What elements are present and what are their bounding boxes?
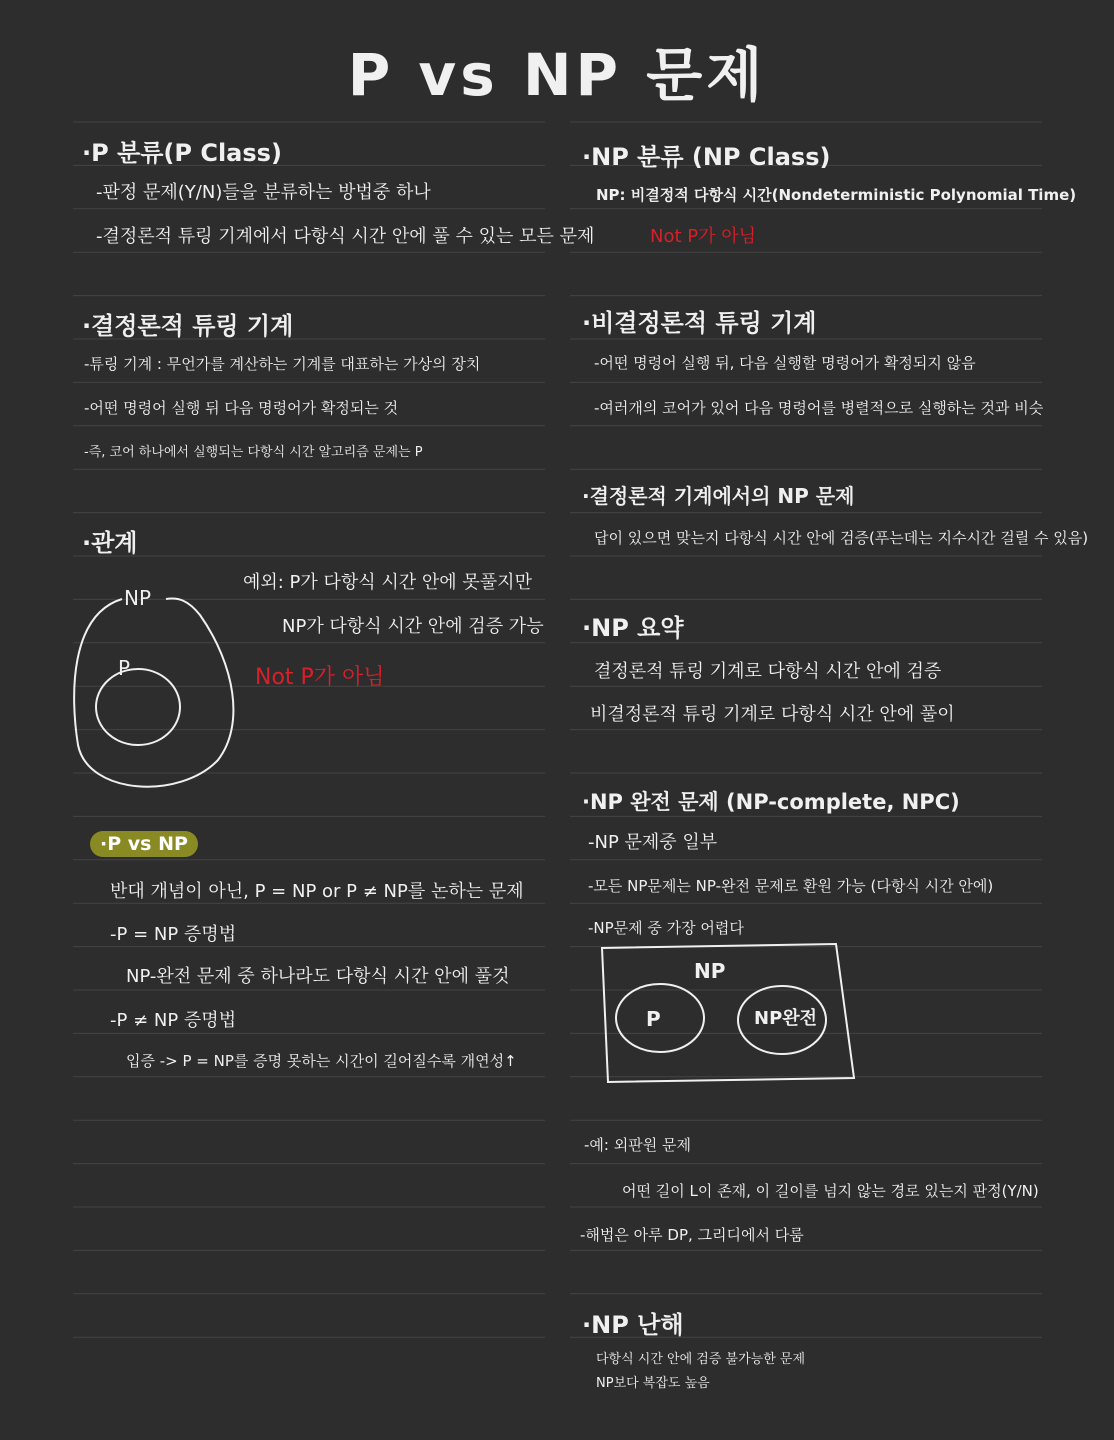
np-definition: NP: 비결정적 다항식 시간(Nondeterministic Polynomial Time): [596, 186, 1077, 204]
ntm-line: -여러개의 코어가 있어 다음 명령어를 병렬적으로 실행하는 것과 비슷: [594, 399, 1044, 417]
np-hard-heading: ·NP 난해: [582, 1311, 684, 1339]
np-summary-heading: ·NP 요약: [582, 614, 684, 642]
pvsnp-heading: [90, 833, 198, 855]
diagram-np-label: NP: [124, 586, 152, 610]
p-class-line: -판정 문제(Y/N)들을 분류하는 방법중 하나: [96, 182, 431, 203]
p-class-line: -결정론적 튜링 기계에서 다항식 시간 안에 풀 수 있는 모든 문제: [96, 226, 595, 247]
dtm-heading: ·결정론적 튜링 기계: [82, 312, 294, 340]
dtm-line: -즉, 코어 하나에서 실행되는 다항식 시간 알고리즘 문제는 P: [84, 445, 423, 460]
np-class-heading: ·NP 분류 (NP Class): [582, 143, 831, 171]
npc-diagram-p-label: P: [646, 1007, 661, 1031]
npc-line: -NP문제 중 가장 어렵다: [588, 919, 744, 937]
np-hard-line: 다항식 시간 안에 검증 불가능한 문제: [596, 1352, 806, 1367]
np-in-dtm-line: 답이 있으면 맞는지 다항식 시간 안에 검증(푸는데는 지수시간 걸릴 수 있음): [594, 529, 1089, 547]
npc-example-line: 어떤 길이 L이 존재, 이 길이를 넘지 않는 경로 있는지 판정(Y/N): [622, 1182, 1039, 1200]
np-hard-line: NP보다 복잡도 높음: [596, 1376, 710, 1391]
dtm-line: -튜링 기계 : 무언가를 계산하는 기계를 대표하는 가상의 장치: [84, 355, 481, 373]
np-class-note: Not P가 아님: [650, 226, 756, 247]
pvsnp-line: -P ≠ NP 증명법: [110, 1010, 237, 1031]
np-in-dtm-heading: ·결정론적 기계에서의 NP 문제: [582, 484, 855, 508]
ntm-line: -어떤 명령어 실행 뒤, 다음 실행할 명령어가 확정되지 않음: [594, 354, 976, 372]
pvsnp-line: -P = NP 증명법: [110, 924, 237, 945]
np-p-venn-diagram: [70, 575, 240, 805]
npc-diagram-npc-label: NP완전: [754, 1008, 818, 1029]
pvsnp-line: NP-완전 문제 중 하나라도 다항식 시간 안에 풀것: [126, 966, 510, 987]
npc-example-heading: -예: 외판원 문제: [584, 1136, 691, 1154]
npc-heading: ·NP 완전 문제 (NP-complete, NPC): [582, 790, 960, 814]
relation-heading: ·관계: [82, 529, 138, 557]
dtm-line: -어떤 명령어 실행 뒤 다음 명령어가 확정되는 것: [84, 399, 399, 417]
np-summary-line: 비결정론적 튜링 기계로 다항식 시간 안에 풀이: [590, 704, 955, 725]
np-summary-line: 결정론적 튜링 기계로 다항식 시간 안에 검증: [594, 661, 942, 682]
npc-diagram: [598, 940, 862, 1088]
ntm-heading: ·비결정론적 튜링 기계: [582, 309, 817, 337]
pvsnp-highlight: ·P vs NP: [90, 831, 198, 857]
p-class-heading: ·P 분류(P Class): [82, 139, 282, 167]
pvsnp-line: 반대 개념이 아닌, P = NP or P ≠ NP를 논하는 문제: [110, 881, 524, 902]
page-title: P vs NP 문제: [347, 41, 767, 109]
npc-solution: -해법은 아루 DP, 그리디에서 다룸: [580, 1226, 804, 1244]
npc-line: -모든 NP문제는 NP-완전 문제로 환원 가능 (다항식 시간 안에): [588, 877, 994, 895]
relation-example: 예외: P가 다항식 시간 안에 못풀지만: [243, 572, 532, 593]
relation-note: Not P가 아님: [255, 665, 385, 690]
pvsnp-line: 입증 -> P = NP를 증명 못하는 시간이 길어질수록 개연성↑: [126, 1052, 517, 1070]
diagram-p-label: P: [118, 656, 131, 680]
npc-line: -NP 문제중 일부: [588, 832, 718, 853]
relation-example: NP가 다항식 시간 안에 검증 가능: [282, 616, 544, 637]
npc-diagram-np-label: NP: [694, 959, 726, 983]
